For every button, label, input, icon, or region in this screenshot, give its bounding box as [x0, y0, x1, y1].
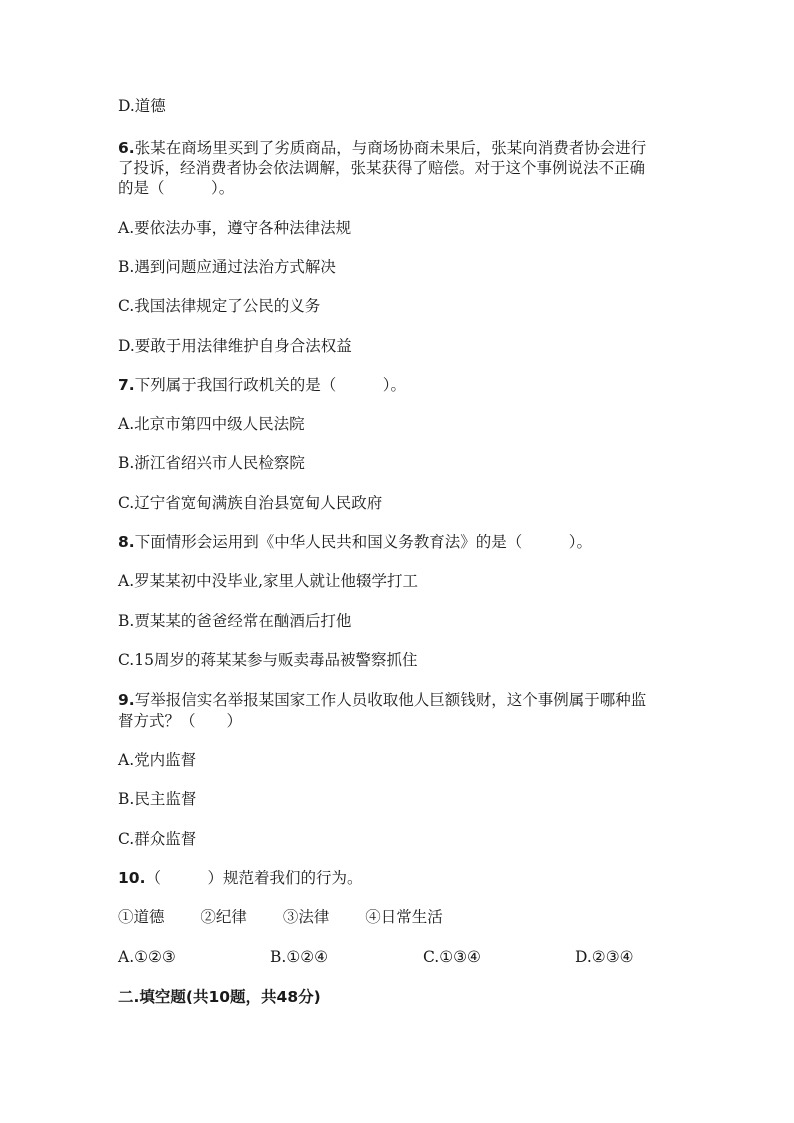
q8-option-b: B.贾某某的爸爸经常在酗酒后打他: [118, 612, 352, 630]
q7-option-a: A.北京市第四中级人民法院: [118, 415, 305, 433]
q7-stem: [118, 375, 406, 395]
q10-number: 10.: [118, 869, 146, 887]
q6-option-b: B.遇到问题应通过法治方式解决: [118, 258, 336, 276]
q6-number: 6.: [118, 139, 135, 157]
q7-stem-text: 下列属于我国行政机关的是（ ）。: [134, 376, 406, 394]
q9-option-c: C.群众监督: [118, 830, 197, 848]
q6-stem-text-1: 张某在商场里买到了劣质商品，与商场协商未果后，张某向消费者协会进行: [134, 139, 647, 157]
q8-stem: [118, 532, 592, 552]
q6-stem-line-1: [118, 138, 646, 158]
q7-option-c: C.辽宁省宽甸满族自治县宽甸人民政府: [118, 494, 383, 512]
q10-option-d: D.②③④: [575, 948, 634, 966]
q5-option-d: D.道德: [118, 97, 166, 115]
q10-option-a: A.①②③: [118, 948, 176, 966]
q10-option-b: B.①②④: [270, 948, 329, 966]
q10-option-c: C.①③④: [423, 948, 481, 966]
q10-stem-text: （ ）规范着我们的行为。: [145, 869, 363, 887]
q10-stem: [118, 868, 362, 888]
q9-stem-line-1: [118, 690, 646, 710]
q9-stem-line-2: 督方式？（ ）: [118, 712, 243, 730]
q6-option-c: C.我国法律规定了公民的义务: [118, 297, 321, 315]
q9-option-b: B.民主监督: [118, 790, 197, 808]
q8-number: 8.: [118, 533, 135, 551]
section-2-title: 二.填空题(共10题，共48分): [118, 988, 321, 1006]
q8-option-a: A.罗某某初中没毕业,家里人就让他辍学打工: [118, 572, 419, 590]
q6-option-d: D.要敢于用法律维护自身合法权益: [118, 337, 352, 355]
q7-number: 7.: [118, 376, 135, 394]
q9-stem-text-1: 写举报信实名举报某国家工作人员收取他人巨额钱财，这个事例属于哪种监: [134, 691, 647, 709]
q6-stem-line-3: 的是（ ）。: [118, 179, 235, 197]
q9-option-a: A.党内监督: [118, 751, 197, 769]
q6-option-a: A.要依法办事，遵守各种法律法规: [118, 219, 352, 237]
q8-option-c: C.15周岁的蒋某某参与贩卖毒品被警察抓住: [118, 651, 418, 669]
q6-stem-line-2: 了投诉，经消费者协会依法调解，张某获得了赔偿。对于这个事例说法不正确: [118, 159, 646, 177]
q9-number: 9.: [118, 691, 135, 709]
q7-option-b: B.浙江省绍兴市人民检察院: [118, 454, 305, 472]
q10-items: ①道德 ②纪律 ③法律 ④日常生活: [118, 908, 443, 926]
q8-stem-text: 下面情形会运用到《中华人民共和国义务教育法》的是（ ）。: [134, 533, 592, 551]
